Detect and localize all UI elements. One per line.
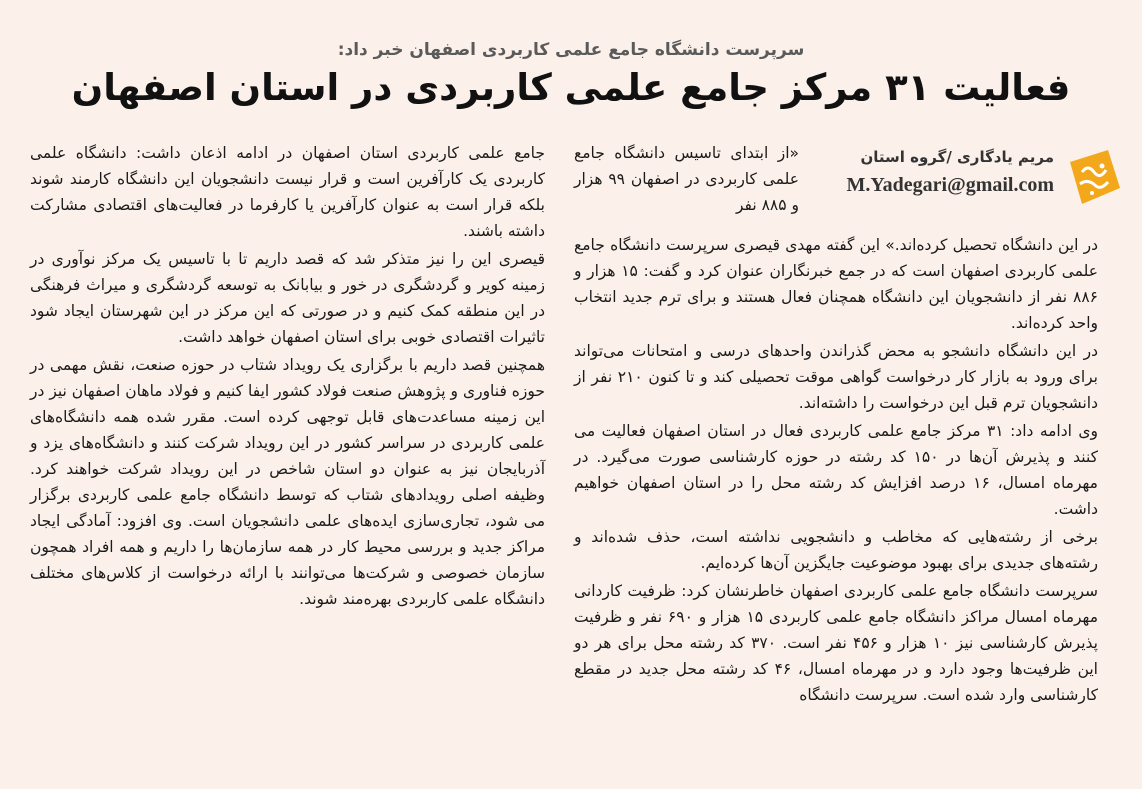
- lead-quote: «از ابتدای تاسیس دانشگاه جامع علمی کاربردی در اصفهان ۹۹ هزار و ۸۸۵ نفر: [574, 144, 799, 214]
- newspaper-logo-icon: [1062, 148, 1122, 206]
- right-paragraph-5: سرپرست دانشگاه جامع علمی کاربردی اصفهان خاطرنشان کرد: ظرفیت کاردانی مهرماه امسال مراکز دانشگاه جامع علمی کاربردی ۱۵ هزار و ۶۹۰ نفر و ظرفیت پذیرش کارشناسی نیز ۱۰ هزار و ۴۵۶ نفر است. ۳۷۰ کد رشته محل برای هر دو این ظرفیت‌ها وجود دارد و در مهرماه امسال، ۴۶ کد رشته محل جدید در مقطع کارشناسی وارد شده است. سرپرست دانشگاه: [574, 582, 1098, 704]
- author-email[interactable]: M.Yadegari@gmail.com: [846, 174, 1054, 196]
- article-headline: فعالیت ۳۱ مرکز جامع علمی کاربردی در استان اصفهان: [71, 66, 1071, 109]
- right-column: [574, 232, 1098, 708]
- right-paragraph-4: برخی از رشته‌هایی که مخاطب و دانشجویی نداشته است، حذف شده‌اند و رشته‌های جدیدی برای بهبود موضوعیت جایگزین آن‌ها کرده‌ایم.: [574, 528, 1098, 572]
- left-paragraph-3: همچنین قصد داریم با برگزاری یک رویداد شتاب در حوزه صنعت، نقش مهمی در حوزه فناوری و پژوهش صنعت فولاد کشور ایفا کنیم و فولاد ماهان اصفهان نیز در این زمینه مساعدت‌های قابل توجهی کرده است. مقرر شده همه دانشگاه‌های علمی کاربردی در سراسر کشور در این رویداد شرکت کنند و دانشگاه‌های یزد و آذربایجان نیز به عنوان دو استان شاخص در این رویداد شرکت خواهند کرد. وظیفه اصلی رویدادهای شتاب که توسط دانشگاه جامع علمی کاربردی برگزار می شود، تجاری‌سازی ایده‌های علمی دانشجویان است. وی افزود: آمادگی ایجاد مراکز جدید و بررسی محیط کار در همه سازمان‌ها را داریم و همه افراد همچون سازمان خصوصی و شرکت‌ها می‌توانند با ارائه درخواست از کلاس‌های مختلف دانشگاه علمی کاربردی بهره‌مند شوند.: [30, 356, 545, 608]
- left-paragraph-2: قیصری این را نیز متذکر شد که قصد داریم تا با تاسیس یک مرکز نوآوری در زمینه کویر و گردشگری در خور و بیابانک به توسعه گردشگری و میراث فرهنگی در این منطقه کمک کنیم و در صورتی که این مرکز در این شهرستان ایجاد شود تاثیرات اقتصادی خوبی برای استان اصفهان خواهد داشت.: [30, 250, 545, 346]
- right-paragraph-3: وی ادامه داد: ۳۱ مرکز جامع علمی کاربردی فعال در استان اصفهان فعالیت می کنند و پذیرش آن‌ها در ۱۵۰ کد رشته در حوزه کارشناسی صورت می‌گیرد. در مهرماه امسال، ۱۶ درصد افزایش کد رشته محل را در استان اصفهان خواهیم داشت.: [574, 422, 1098, 518]
- right-paragraph-1: در این دانشگاه تحصیل کرده‌اند.» این گفته مهدی قیصری سرپرست دانشگاه جامع علمی کاربردی اصفهان است که در جمع خبرنگاران عنوان کرد و گفت: ۱۵ هزار و ۸۸۶ نفر از دانشجویان این دانشگاه همچنان فعال هستند و برای ترم جدید انتخاب واحد کرده‌اند.: [574, 236, 1099, 332]
- article-kicker: سرپرست دانشگاه جامع علمی کاربردی اصفهان خبر داد:: [337, 40, 805, 60]
- byline: [846, 148, 1122, 208]
- left-column: [30, 140, 545, 612]
- left-paragraph-1: جامع علمی کاربردی استان اصفهان در ادامه اذعان داشت: دانشگاه علمی کاربردی یک کارآفرین است و قرار نیست دانشجویان این دانشگاه کارمند شوند بلکه قرار است به عنوان کارآفرین یا کارفرما در فعالیت‌های اقتصادی مشارکت داشته باشند.: [30, 144, 545, 240]
- right-paragraph-2: در این دانشگاه دانشجو به محض گذراندن واحدهای درسی و امتحانات می‌تواند برای ورود به بازار کار درخواست گواهی موقت تحصیلی کند و تا کنون ۲۱۰ نفر از دانشجویان ترم قبل این درخواست را داشته‌اند.: [574, 342, 1098, 412]
- author-name: مریم یادگاری /گروه استان: [860, 148, 1054, 166]
